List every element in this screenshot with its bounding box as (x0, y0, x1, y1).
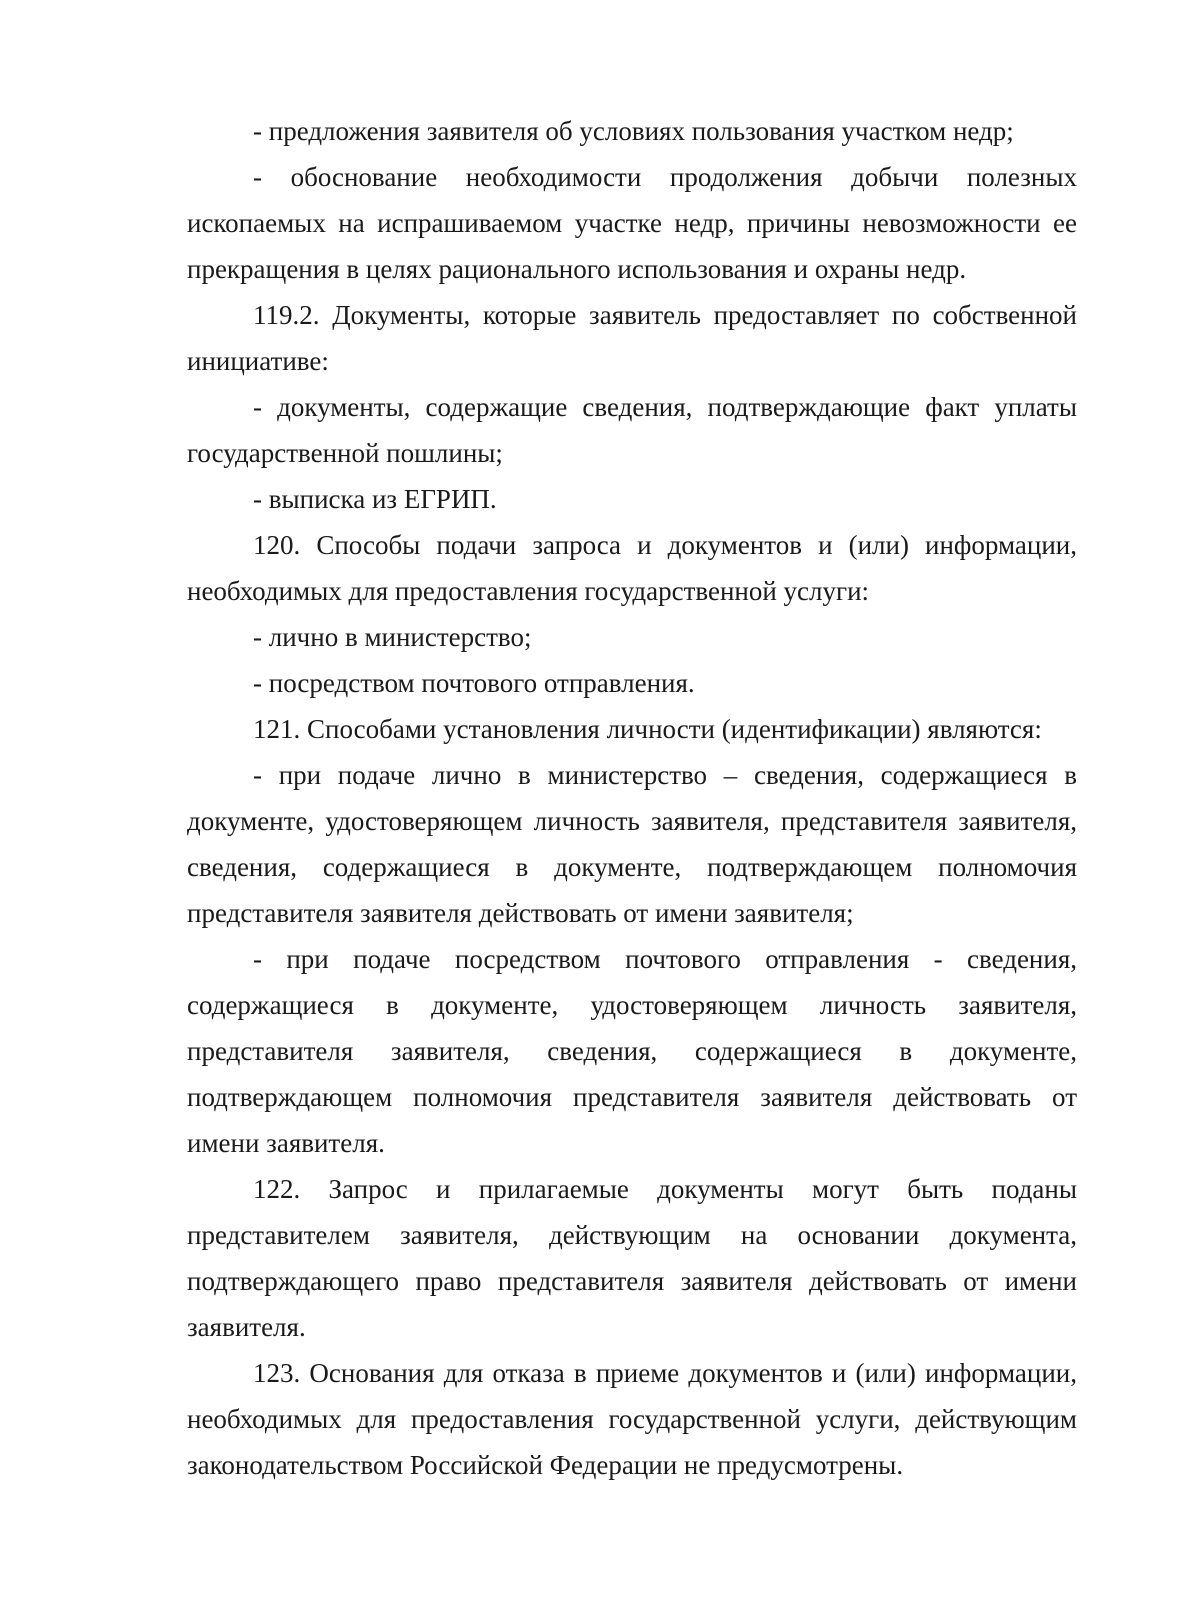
paragraph-121: 121. Способами установления личности (идентификации) являются: (253, 714, 1042, 744)
paragraph-in-person: - лично в министерство; (253, 622, 532, 652)
paragraph-123: 123. Основания для отказа в приеме документов и (или) информации, необходимых для предоставления государственной услуги, действующим законодательством Российской Федерации не предусмотрены. (187, 1358, 1077, 1480)
paragraph-justification: - обоснование необходимости продолжения добычи полезных ископаемых на испрашиваемом участке недр, причины невозможности ее прекращения в целях рационального использования и охраны недр. (187, 162, 1077, 284)
document-body (187, 108, 1077, 1488)
paragraph-122: 122. Запрос и прилагаемые документы могут быть поданы представителем заявителя, действующим на основании документа, подтверждающего право представителя заявителя действовать от имени заявителя. (187, 1174, 1077, 1342)
paragraph-id-by-mail: - при подаче посредством почтового отправления - сведения, содержащиеся в документе, удостоверяющем личность заявителя, представителя заявителя, сведения, содержащиеся в документе, подтверждающем полномочия представителя заявителя действовать от имени заявителя. (187, 944, 1077, 1158)
paragraph-proposals: - предложения заявителя об условиях пользования участком недр; (253, 116, 1014, 146)
paragraph-state-fee: - документы, содержащие сведения, подтверждающие факт уплаты государственной пошлины; (187, 392, 1077, 468)
paragraph-egrip-extract: - выписка из ЕГРИП. (253, 484, 497, 514)
paragraph-120: 120. Способы подачи запроса и документов и (или) информации, необходимых для предоставления государственной услуги: (187, 530, 1077, 606)
paragraph-by-mail: - посредством почтового отправления. (253, 668, 695, 698)
paragraph-119-2: 119.2. Документы, которые заявитель предоставляет по собственной инициативе: (187, 300, 1077, 376)
paragraph-id-in-person: - при подаче лично в министерство – сведения, содержащиеся в документе, удостоверяющем личность заявителя, представителя заявителя, сведения, содержащиеся в документе, подтверждающем полномочия представителя заявителя действовать от имени заявителя; (187, 760, 1077, 928)
